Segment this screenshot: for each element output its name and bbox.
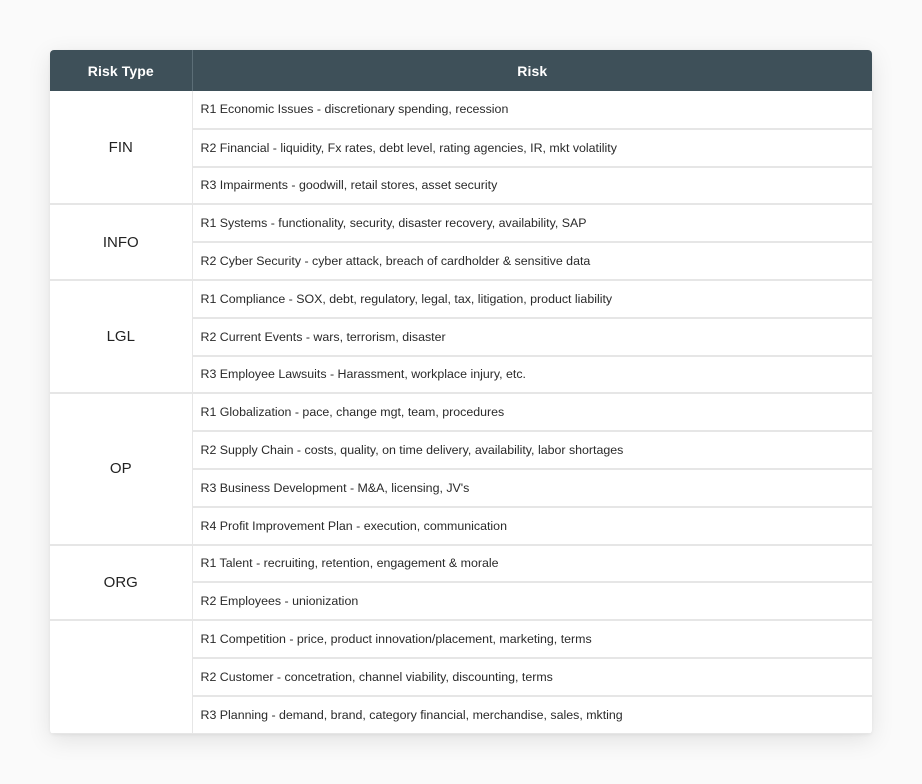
risk-cell: R3 Employee Lawsuits - Harassment, workplace injury, etc. (192, 356, 872, 394)
risk-cell: R3 Business Development - M&A, licensing, JV's (192, 469, 872, 507)
risk-cell: R2 Financial - liquidity, Fx rates, debt level, rating agencies, IR, mkt volatility (192, 129, 872, 167)
table-row (50, 393, 872, 431)
table-body (50, 91, 872, 734)
risk-cell: R1 Competition - price, product innovation/placement, marketing, terms (192, 620, 872, 658)
risk-cell: R1 Globalization - pace, change mgt, team, procedures (192, 393, 872, 431)
risk-cell: R2 Employees - unionization (192, 582, 872, 620)
risk-type-cell: LGL (50, 280, 192, 393)
table-header (50, 50, 872, 91)
header-row (50, 50, 872, 91)
table-row (50, 620, 872, 658)
risk-cell: R2 Customer - concetration, channel viability, discounting, terms (192, 658, 872, 696)
table-row (50, 280, 872, 318)
risk-cell: R1 Talent - recruiting, retention, engagement & morale (192, 545, 872, 583)
risk-cell: R3 Planning - demand, brand, category financial, merchandise, sales, mkting (192, 696, 872, 734)
risk-type-cell: INFO (50, 204, 192, 280)
header-risk-type: Risk Type (50, 50, 192, 91)
table-row (50, 545, 872, 583)
risk-cell: R4 Profit Improvement Plan - execution, communication (192, 507, 872, 545)
risk-cell: R1 Systems - functionality, security, disaster recovery, availability, SAP (192, 204, 872, 242)
table-row (50, 204, 872, 242)
risk-cell: R2 Current Events - wars, terrorism, disaster (192, 318, 872, 356)
risk-type-cell: ORG (50, 545, 192, 621)
table-row (50, 91, 872, 129)
risk-cell: R3 Impairments - goodwill, retail stores, asset security (192, 167, 872, 205)
risk-cell: R2 Cyber Security - cyber attack, breach of cardholder & sensitive data (192, 242, 872, 280)
risk-type-cell: FIN (50, 91, 192, 204)
risk-table-card (50, 50, 872, 734)
risk-type-cell (50, 620, 192, 733)
risk-table (50, 50, 872, 734)
risk-type-cell: OP (50, 393, 192, 544)
risk-cell: R2 Supply Chain - costs, quality, on time delivery, availability, labor shortages (192, 431, 872, 469)
header-risk: Risk (192, 50, 872, 91)
risk-cell: R1 Compliance - SOX, debt, regulatory, legal, tax, litigation, product liability (192, 280, 872, 318)
risk-cell: R1 Economic Issues - discretionary spending, recession (192, 91, 872, 129)
